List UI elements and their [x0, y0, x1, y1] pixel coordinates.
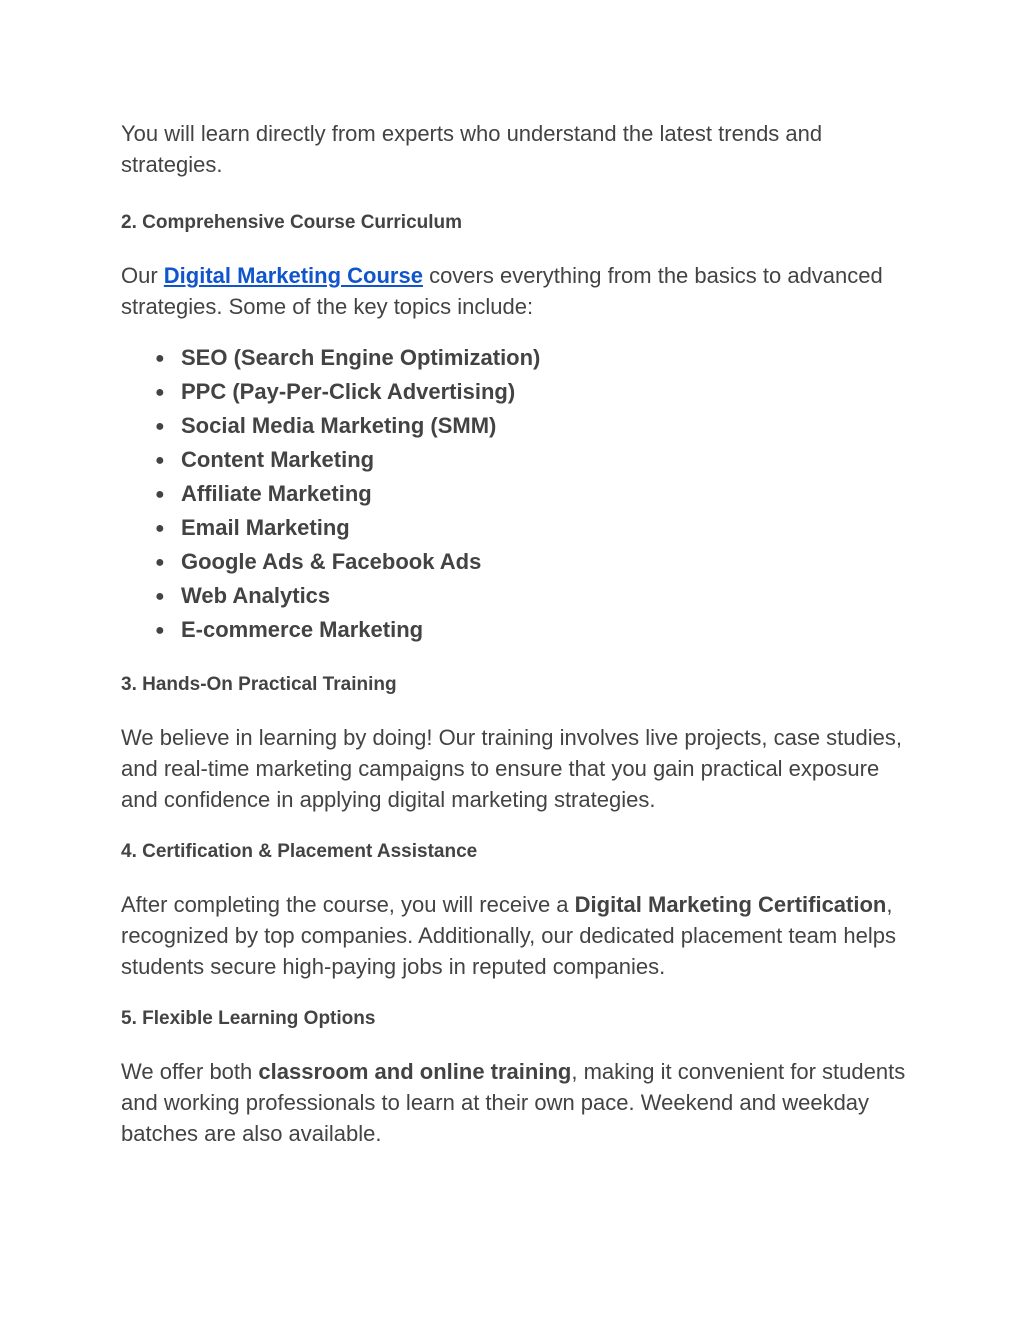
topic-label: E-commerce Marketing: [181, 617, 424, 642]
list-item: [155, 376, 911, 410]
bullet-icon: ●: [155, 520, 165, 537]
curriculum-heading: 2. Comprehensive Course Curriculum: [121, 212, 463, 233]
topic-label: Email Marketing: [181, 515, 350, 540]
list-item: [155, 478, 911, 512]
certification-bold-text: Digital Marketing Certification: [574, 892, 887, 917]
flexible-text-after: , making it convenient for students and working professionals to learn at their own pace. Weekend and weekday batches are also available.: [121, 1059, 906, 1146]
practical-training-paragraph: We believe in learning by doing! Our training involves live projects, case studies, and real-time marketing campaigns to ensure that you gain practical exposure and confidence in applying digital marketing strategies.: [121, 725, 902, 812]
document-page: [121, 118, 911, 1149]
topic-label: Affiliate Marketing: [181, 481, 372, 506]
list-item: [155, 444, 911, 478]
flexible-learning-heading: 5. Flexible Learning Options: [121, 1008, 376, 1029]
topic-label: PPC (Pay-Per-Click Advertising): [181, 379, 516, 404]
intro-paragraph: You will learn directly from experts who understand the latest trends and strategies.: [121, 121, 823, 177]
curriculum-text-before: Our: [121, 263, 164, 288]
bullet-icon: ●: [155, 622, 165, 639]
digital-marketing-course-link[interactable]: Digital Marketing Course: [163, 263, 423, 288]
topic-label: Google Ads & Facebook Ads: [181, 549, 482, 574]
bullet-icon: ●: [155, 588, 165, 605]
certification-paragraph: [121, 889, 911, 982]
topic-label: Content Marketing: [181, 447, 375, 472]
topic-label: Social Media Marketing (SMM): [181, 413, 497, 438]
topic-label: SEO (Search Engine Optimization): [181, 345, 541, 370]
list-item: [155, 512, 911, 546]
bullet-icon: ●: [155, 384, 165, 401]
flexible-bold-text: classroom and online training: [258, 1059, 572, 1084]
flexible-learning-paragraph: [121, 1056, 911, 1149]
certification-heading: 4. Certification & Placement Assistance: [121, 841, 478, 862]
list-item: [155, 410, 911, 444]
practical-training-heading: 3. Hands-On Practical Training: [121, 674, 397, 695]
bullet-icon: ●: [155, 486, 165, 503]
list-item: [155, 614, 911, 648]
bullet-icon: ●: [155, 452, 165, 469]
bullet-icon: ●: [155, 418, 165, 435]
curriculum-text-after: covers everything from the basics to advanced strategies. Some of the key topics include:: [121, 263, 883, 319]
list-item: [155, 546, 911, 580]
curriculum-paragraph: [121, 260, 911, 322]
certification-text-before: After completing the course, you will receive a: [121, 892, 575, 917]
certification-text-after: , recognized by top companies. Additionally, our dedicated placement team helps students secure high-paying jobs in reputed companies.: [121, 892, 896, 979]
flexible-text-before: We offer both: [121, 1059, 259, 1084]
topic-label: Web Analytics: [181, 583, 331, 608]
list-item: [155, 342, 911, 376]
bullet-icon: ●: [155, 350, 165, 367]
topics-list: [121, 342, 911, 648]
list-item: [155, 580, 911, 614]
bullet-icon: ●: [155, 554, 165, 571]
